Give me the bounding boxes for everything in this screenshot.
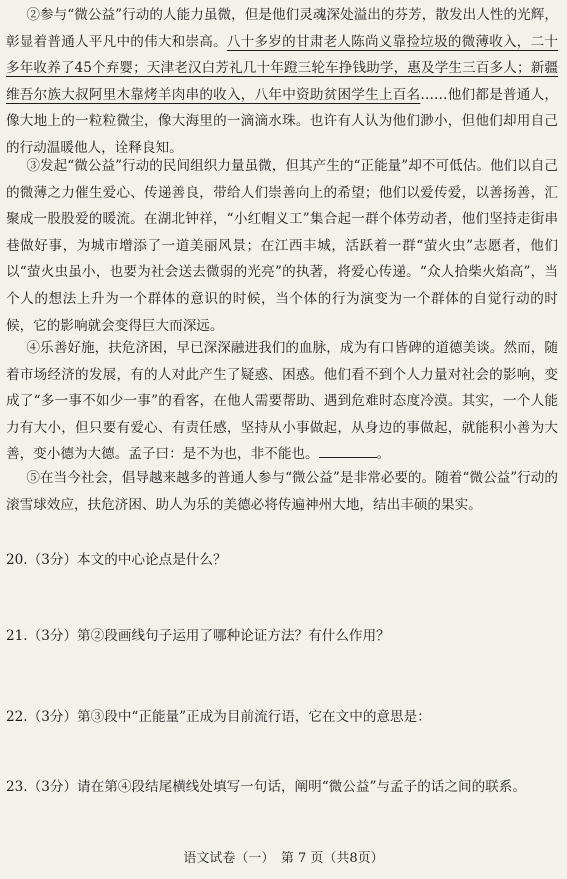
question-22: 22.（3分）第③段中“正能量”正成为目前流行语，它在文中的意思是： xyxy=(6,709,431,725)
question-23: 23.（3分）请在第④段结尾横线处填写一句话，阐明“微公益”与孟子的话之间的联系。 xyxy=(6,779,526,795)
question-21: 21.（3分）第②段画线句子运用了哪种论证方法？有什么作用？ xyxy=(6,628,390,644)
paragraph-2 xyxy=(6,2,558,162)
underlined-examples: 八十多岁的甘肃老人陈尚义靠捡垃圾的微薄收入，二十多年收养了45个弃婴；天津老汉白芳礼几十年蹬三轮车挣钱助学，惠及学生三百多人；新疆维吾尔族大叔阿里木靠烤羊肉串的收入，八年中资助贫困学生上百名 xyxy=(6,33,559,103)
paragraph-2-tail: ……他们都是普通人，像大地上的一粒粒微尘，像大海里的一滴滴水珠。也许有人认为他们渺小，但他们却用自己的行动温暖他人，诠释良知。 xyxy=(6,86,559,156)
paragraph-4 xyxy=(6,335,558,468)
question-20: 20.（3分）本文的中心论点是什么？ xyxy=(6,552,227,568)
paragraph-3-text: ③发起“微公益”行动的民间组织力量虽微，但其产生的“正能量”却不可低估。他们以自己的微薄之力催生爱心、传递善良，带给人们崇善向上的希望；他们以爱传爱，以善扬善，汇聚成一股股爱的暖流。在湖北钟祥，“小红帽义工”集合起一群个体劳动者，他们坚持走街串巷做好事，为城市增添了一道美丽风景；在江西丰城，活跃着一群“萤火虫”志愿者，他们以“萤火虫虽小，也要为社会送去微弱的光亮”的执著，将爱心传递。“众人拾柴火焰高”，当个人的想法上升为一个群体的意识的时候，当个体的行为演变为一个群体的自觉行动的时候，它的影响就会变得巨大而深远。 xyxy=(6,158,558,334)
paragraph-3 xyxy=(6,153,558,339)
paragraph-4-end: 。 xyxy=(376,446,391,463)
answer-blank[interactable] xyxy=(319,447,377,458)
paragraph-5 xyxy=(6,465,558,518)
paragraph-4-text: ④乐善好施，扶危济困，早已深深融进我们的血脉，成为有口皆碑的道德美谈。然而，随着市场经济的发展，有的人对此产生了疑惑、困惑。他们看不到个人力量对社会的影响，变成了“多一事不如少一事”的看客，在他人需要帮助、遇到危难时态度冷漠。其实，一个人能力有大小，但只要有爱心、有责任感，坚持从小事做起，从身边的事做起，就能积小善为大善，变小德为大德。孟子曰：是不为也，非不能也。 xyxy=(6,340,558,463)
paragraph-2-text: ②参与“微公益”行动的人能力虽微，但是他们灵魂深处溢出的芬芳，散发出人性的光辉，彰显着普通人平凡中的伟大和崇高。 xyxy=(6,7,558,50)
paragraph-5-text: ⑤在当今社会，倡导越来越多的普通人参与“微公益”是非常必要的。随着“微公益”行动的滚雪球效应，扶危济困、助人为乐的美德必将传遍神州大地，结出丰硕的果实。 xyxy=(6,470,558,513)
page-footer: 语文试卷（一） 第 7 页（共8页） xyxy=(183,851,384,866)
